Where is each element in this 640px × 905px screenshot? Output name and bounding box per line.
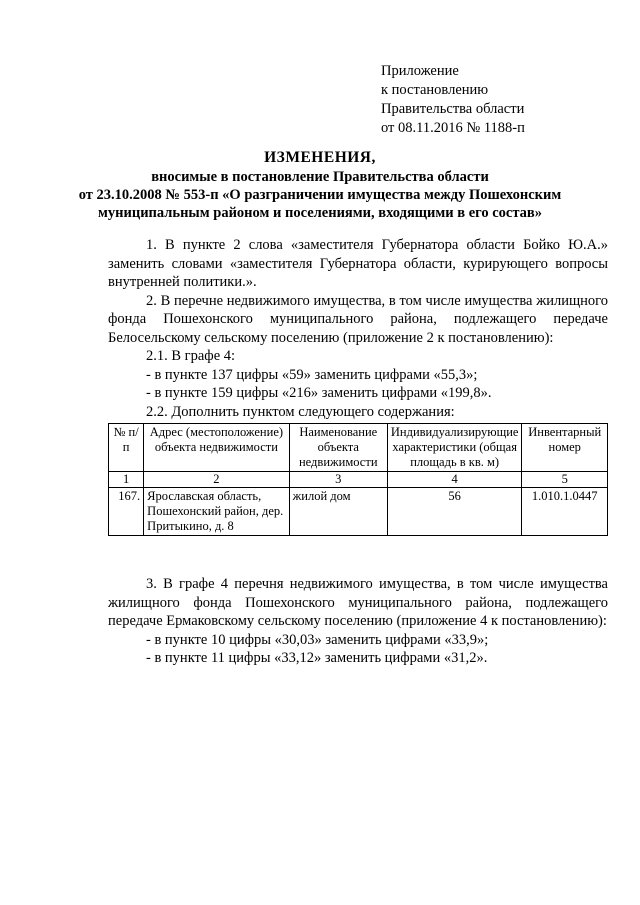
header-name: Наименование объекта недвижимости [289, 424, 387, 472]
appendix-line: Правительства области [381, 101, 525, 117]
title-line: вносимые в постановление Правительства области [151, 169, 489, 185]
paragraph-2-1: 2.1. В графе 4: [146, 348, 236, 364]
cell-address: Ярославская область, Пошехонский район, дер. Притыкино, д. 8 [144, 488, 289, 536]
header-inventory: Инвентарный номер [522, 424, 608, 472]
paragraph-3-a: - в пункте 10 цифры «30,03» заменить цифрами «33,9»; [146, 631, 489, 648]
title-main: ИЗМЕНЕНИЯ, [264, 149, 376, 166]
cell-area: 56 [387, 488, 522, 536]
table-column-numbers-row [109, 472, 608, 488]
column-number: 3 [289, 472, 387, 488]
paragraph-1: 1. В пункте 2 слова «заместителя Губернатора области Бойко Ю.А.» заменить словами «заместителя Губернатора области, курирующего вопросы внутренней политики.». [108, 237, 608, 290]
title-line: от 23.10.2008 № 553-п «О разграничении имущества между Пошехонским [78, 187, 562, 203]
appendix-line: от 08.11.2016 № 1188-п [381, 120, 525, 136]
body-section-1 [108, 236, 608, 421]
column-number: 5 [522, 472, 608, 488]
column-number: 4 [387, 472, 522, 488]
table-header-row [109, 424, 608, 472]
header-number: № п/п [109, 424, 144, 472]
appendix-block [381, 62, 525, 138]
paragraph-3-b: - в пункте 11 цифры «33,12» заменить цифрами «31,2». [146, 650, 488, 666]
property-table [108, 423, 608, 536]
paragraph-2-1-a: - в пункте 137 цифры «59» заменить цифрами «55,3»; [146, 366, 478, 383]
paragraph-2: 2. В перечне недвижимого имущества, в том числе имущества жилищного фонда Пошехонского муниципального района, подлежащего передаче Белосельскому сельскому поселению (приложение 2 к постановлению): [108, 292, 608, 346]
paragraph-3: 3. В графе 4 перечня недвижимого имущества, в том числе имущества жилищного фонда Пошехонского муниципального района, подлежащего передаче Ермаковскому сельскому поселению (приложение 4 к постановлению): [108, 576, 608, 629]
header-characteristics: Индивидуализирующие характеристики (общая площадь в кв. м) [387, 424, 522, 472]
cell-number: 167. [109, 488, 144, 536]
header-address: Адрес (местоположение) объекта недвижимости [144, 424, 289, 472]
appendix-line: Приложение [381, 63, 459, 79]
title-line: муниципальным районом и поселениями, входящими в его состав» [98, 205, 542, 221]
paragraph-2-1-b: - в пункте 159 цифры «216» заменить цифрами «199,8». [146, 385, 492, 401]
paragraph-2-2: 2.2. Дополнить пунктом следующего содержания: [146, 403, 455, 420]
cell-name: жилой дом [289, 488, 387, 536]
body-section-3 [108, 575, 608, 668]
document-title [60, 148, 580, 222]
cell-inventory: 1.010.1.0447 [522, 488, 608, 536]
table-row [109, 488, 608, 536]
appendix-line: к постановлению [381, 82, 489, 98]
column-number: 1 [109, 472, 144, 488]
column-number: 2 [144, 472, 289, 488]
